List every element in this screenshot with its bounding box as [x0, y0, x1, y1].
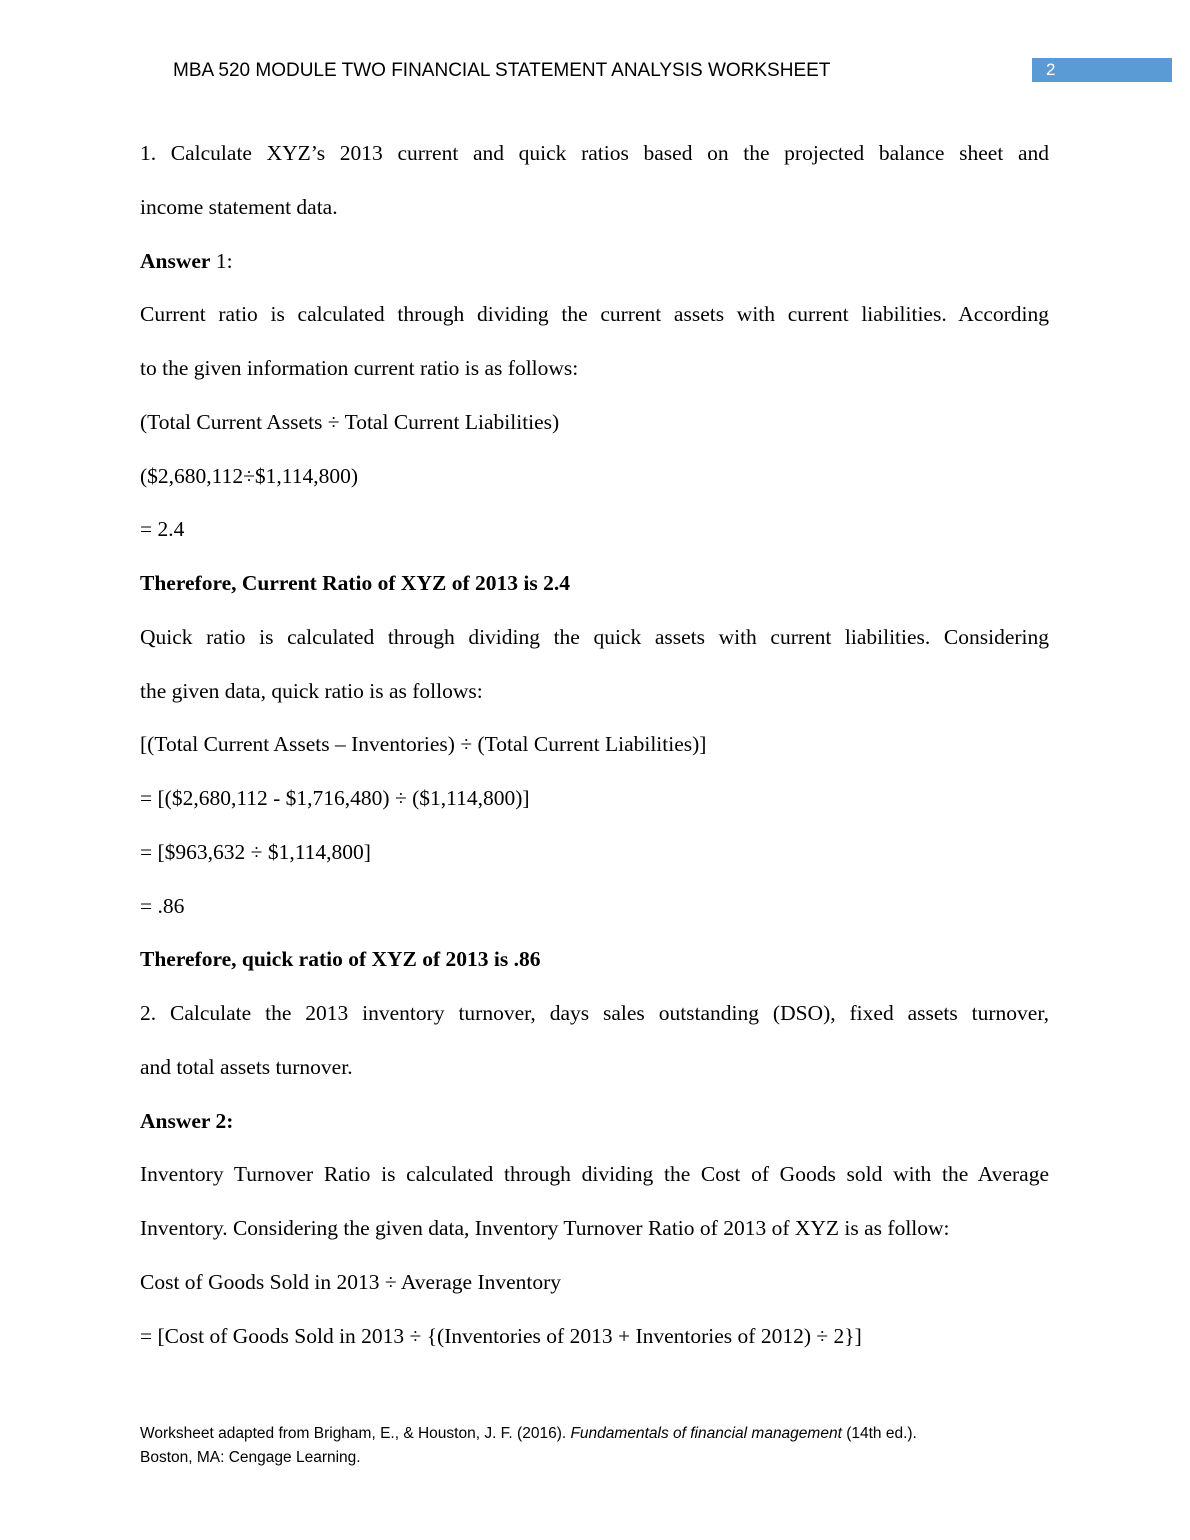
- quick-ratio-values: = [($2,680,112 - $1,716,480) ÷ ($1,114,800)]: [140, 786, 530, 810]
- quick-ratio-text-line-1: Quick ratio is calculated through dividing the quick assets with current liabilities. Considering: [140, 624, 1049, 649]
- quick-ratio-result: = .86: [140, 893, 185, 918]
- current-ratio-result: = 2.4: [140, 517, 185, 542]
- answer-2-heading: Answer 2:: [140, 1108, 234, 1133]
- current-ratio-values: ($2,680,112÷$1,114,800): [140, 463, 359, 488]
- current-ratio-text-line-1: Current ratio is calculated through dividing the current assets with current liabilities. According: [140, 302, 1049, 327]
- answer-1-label: Answer: [140, 248, 211, 273]
- footer-book-title: Fundamentals of financial management: [570, 1425, 842, 1442]
- inventory-turnover-text-line-1: Inventory Turnover Ratio is calculated through dividing the Cost of Goods sold with the Average: [140, 1162, 1049, 1187]
- inventory-turnover-text-line-2: Inventory. Considering the given data, Inventory Turnover Ratio of 2013 of XYZ is as follow:: [140, 1216, 950, 1240]
- question-2-line-1: 2. Calculate the 2013 inventory turnover, days sales outstanding (DSO), fixed assets turnover,: [140, 1001, 1049, 1025]
- question-1-line-2: income statement data.: [140, 194, 338, 219]
- footer-citation-line-1: [140, 1422, 1080, 1446]
- quick-ratio-values-2: = [$963,632 ÷ $1,114,800]: [140, 839, 371, 864]
- inventory-turnover-formula-2: = [Cost of Goods Sold in 2013 ÷ {(Inventories of 2013 + Inventories of 2012) ÷ 2}]: [140, 1323, 862, 1348]
- answer-1-heading: [140, 235, 1049, 289]
- running-header-title: MBA 520 MODULE TWO FINANCIAL STATEMENT ANALYSIS WORKSHEET: [173, 60, 831, 81]
- quick-ratio-formula: [(Total Current Assets – Inventories) ÷ (Total Current Liabilities)]: [140, 732, 707, 757]
- current-ratio-formula: (Total Current Assets ÷ Total Current Liabilities): [140, 409, 560, 434]
- quick-ratio-text-line-2: the given data, quick ratio is as follows:: [140, 678, 483, 703]
- inventory-turnover-formula: Cost of Goods Sold in 2013 ÷ Average Inventory: [140, 1269, 562, 1294]
- document-body: [140, 127, 1049, 1363]
- footer-edition: (14th ed.).: [841, 1425, 917, 1442]
- footer-citation: [140, 1422, 1080, 1470]
- question-1-line-1: 1. Calculate XYZ’s 2013 current and quick ratios based on the projected balance sheet and: [140, 141, 1049, 165]
- footer-citation-line-2: Boston, MA: Cengage Learning.: [140, 1449, 361, 1466]
- page-number-badge: 2: [1032, 58, 1172, 82]
- current-ratio-conclusion: Therefore, Current Ratio of XYZ of 2013 is 2.4: [140, 571, 570, 595]
- footer-citation-prefix: Worksheet adapted from Brigham, E., & Houston, J. F. (2016).: [140, 1425, 571, 1442]
- current-ratio-text-line-2: to the given information current ratio is as follows:: [140, 356, 579, 380]
- quick-ratio-conclusion: Therefore, quick ratio of XYZ of 2013 is .86: [140, 947, 541, 972]
- question-2-line-2: and total assets turnover.: [140, 1054, 353, 1079]
- answer-1-suffix: 1:: [210, 248, 233, 273]
